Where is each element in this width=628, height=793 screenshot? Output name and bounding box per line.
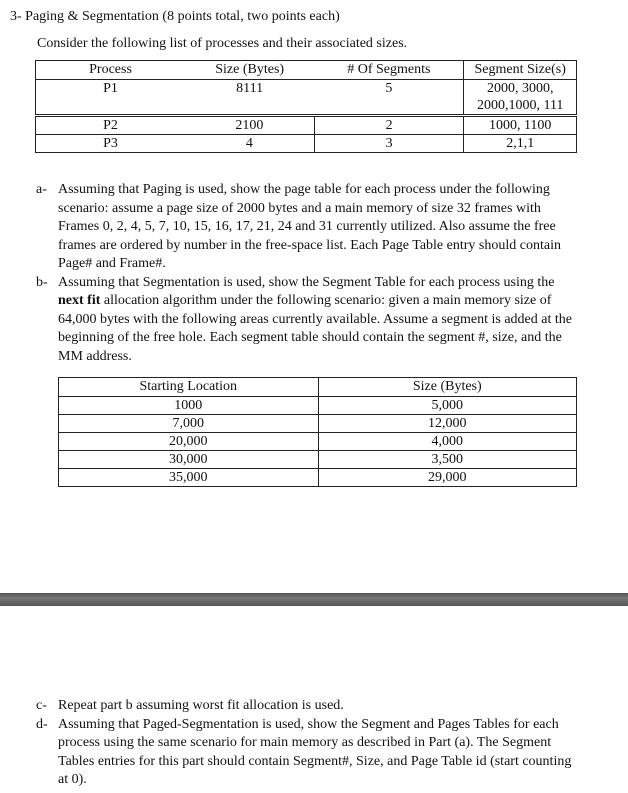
bold-term: next fit xyxy=(58,293,101,308)
question-label: b- xyxy=(36,274,48,290)
question-heading: 3- Paging & Segmentation (8 points total, two points each) xyxy=(10,9,340,24)
table-row xyxy=(36,116,577,135)
holes-table-header xyxy=(59,378,577,397)
question-list-cd xyxy=(36,697,576,790)
question-label: d- xyxy=(36,716,48,732)
question-text: Assuming that Paged-Segmentation is used, show the Segment and Pages Tables for each process using the same scenario for main memory as described in Part (a). The Segment Tables entries for this part should contain Segment#, Size, and Page Table id (start counting at 0). xyxy=(58,716,572,787)
question-text: Repeat part b assuming worst fit allocation is used. xyxy=(58,698,344,713)
cell-size: 3,500 xyxy=(318,451,576,469)
cell-size: 2100 xyxy=(185,116,314,135)
cell-start: 7,000 xyxy=(59,415,319,433)
cell-start: 1000 xyxy=(59,397,319,415)
question-c xyxy=(36,697,576,716)
intro-text: Consider the following list of processes and their associated sizes. xyxy=(37,36,408,51)
question-text-part: allocation algorithm under the following scenario: given a main memory size of 64,000 bytes with the following areas currently available. Assume a segment is added at the beginning of the free hole. Each segment table should contain the segment #, size, and the MM address. xyxy=(58,293,572,364)
cell-segments: 2 xyxy=(314,116,464,135)
table-row xyxy=(59,415,577,433)
page-break-divider xyxy=(0,593,628,606)
question-text xyxy=(58,274,576,367)
cell-size: 4,000 xyxy=(318,433,576,451)
cell-start: 30,000 xyxy=(59,451,319,469)
cell-size: 5,000 xyxy=(318,397,576,415)
header-segment-sizes: Segment Size(s) xyxy=(464,61,577,80)
header-starting-location: Starting Location xyxy=(59,378,319,397)
question-a xyxy=(36,181,576,274)
cell-start: 35,000 xyxy=(59,469,319,487)
cell-size: 4 xyxy=(185,135,314,153)
question-label: a- xyxy=(36,182,47,197)
question-text-part: Assuming that Segmentation is used, show the Segment Table for each process using the xyxy=(58,274,555,290)
free-holes-table xyxy=(58,377,577,487)
table-row xyxy=(59,397,577,415)
question-text: Assuming that Paging is used, show the page table for each process under the following scenario: assume a page size of 2000 bytes and a main memory of size 32 frames with Frames 0, 2, 4, 5, 7, 10, 15, 16, 17, 21, 24 and 31 currently utilized. Also assume the free frames are ordered by number in the free-space list. Each Page Table entry should contain Page# and Frame#. xyxy=(58,182,561,271)
segment-sizes-line: 2000,1000, 111 xyxy=(476,98,564,113)
header-process: Process xyxy=(36,61,186,80)
cell-segments: 3 xyxy=(314,135,464,153)
cell-process: P2 xyxy=(36,116,186,135)
header-size: Size (Bytes) xyxy=(185,61,314,80)
segment-sizes-line: 2000, 3000, xyxy=(486,81,554,96)
cell-segments: 5 xyxy=(385,81,393,96)
table-row xyxy=(59,451,577,469)
table-row xyxy=(59,469,577,487)
process-table xyxy=(35,60,577,153)
cell-size: 8111 xyxy=(236,81,264,96)
cell-size: 12,000 xyxy=(318,415,576,433)
cell-process: P1 xyxy=(103,81,118,96)
question-label: c- xyxy=(36,698,47,713)
cell-segment-sizes: 1000, 1100 xyxy=(464,116,577,135)
cell-segment-sizes: 2,1,1 xyxy=(464,135,577,153)
header-hole-size: Size (Bytes) xyxy=(318,378,576,397)
process-table-header xyxy=(36,61,577,80)
cell-segment-sizes xyxy=(464,80,577,116)
table-row xyxy=(59,433,577,451)
header-segments: # Of Segments xyxy=(314,61,464,80)
question-d xyxy=(36,716,576,790)
table-row xyxy=(36,80,577,116)
question-b xyxy=(36,274,576,367)
question-list-ab xyxy=(36,181,576,366)
cell-size: 29,000 xyxy=(318,469,576,487)
cell-start: 20,000 xyxy=(59,433,319,451)
cell-process: P3 xyxy=(36,135,186,153)
table-row xyxy=(36,135,577,153)
